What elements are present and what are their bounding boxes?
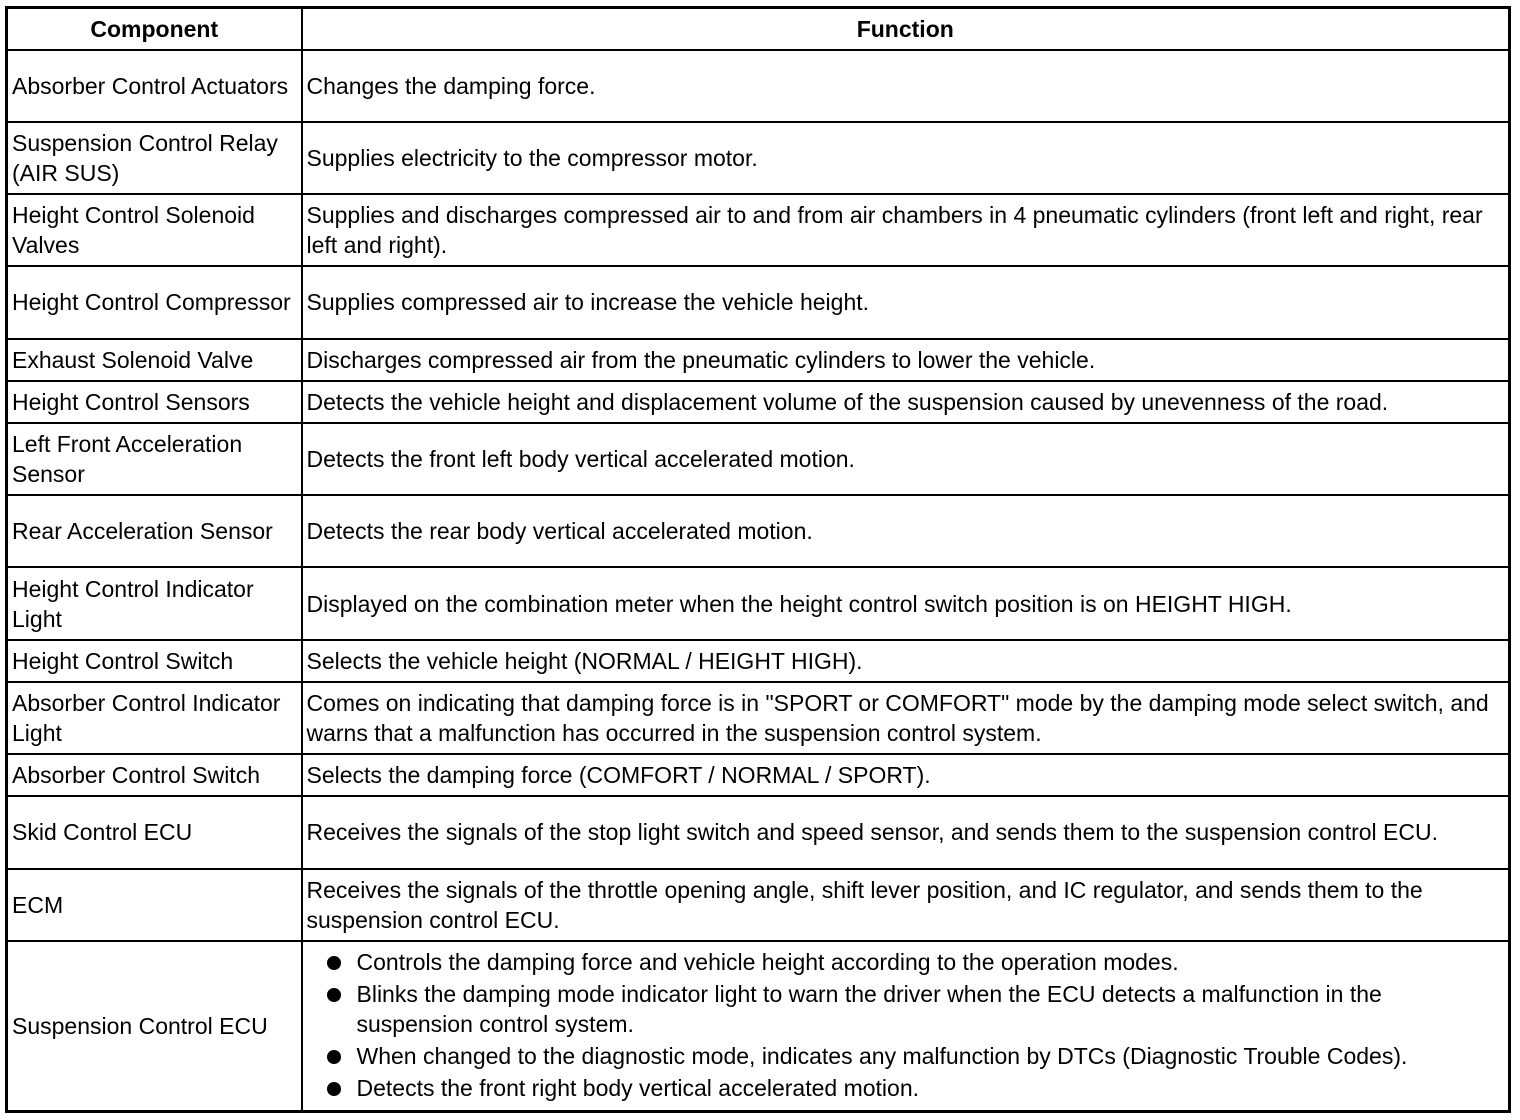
bullet-item: [307, 979, 1505, 1039]
header-function: Function: [302, 8, 1510, 50]
component-cell: Height Control Sensors: [7, 381, 302, 423]
bullet-item: [307, 947, 1505, 977]
function-cell: Supplies compressed air to increase the vehicle height.: [302, 266, 1510, 338]
table-row: [7, 50, 1510, 122]
function-cell: Receives the signals of the stop light switch and speed sensor, and sends them to the suspension control ECU.: [302, 796, 1510, 868]
table-row: [7, 682, 1510, 754]
function-cell: Selects the damping force (COMFORT / NORMAL / SPORT).: [302, 754, 1510, 796]
table-row: [7, 194, 1510, 266]
bullet-text: Blinks the damping mode indicator light to warn the driver when the ECU detects a malfunction in the suspension control system.: [356, 981, 1382, 1038]
table-row: [7, 869, 1510, 941]
function-cell: Detects the front left body vertical accelerated motion.: [302, 423, 1510, 495]
bullet-icon: [327, 1050, 341, 1064]
bullet-item: [307, 1073, 1505, 1103]
component-cell: Left Front Acceleration Sensor: [7, 423, 302, 495]
component-cell: Suspension Control ECU: [7, 941, 302, 1112]
function-cell: Changes the damping force.: [302, 50, 1510, 122]
function-cell: Detects the rear body vertical accelerated motion.: [302, 495, 1510, 567]
component-cell: Height Control Switch: [7, 640, 302, 682]
table-header-row: [7, 8, 1510, 50]
header-component: Component: [7, 8, 302, 50]
table-row: [7, 754, 1510, 796]
component-cell: Height Control Solenoid Valves: [7, 194, 302, 266]
table-row: [7, 796, 1510, 868]
component-cell: ECM: [7, 869, 302, 941]
bullet-list: [307, 947, 1505, 1103]
table-row: [7, 381, 1510, 423]
function-cell: [302, 941, 1510, 1112]
function-cell: Discharges compressed air from the pneumatic cylinders to lower the vehicle.: [302, 339, 1510, 381]
bullet-text: Detects the front right body vertical accelerated motion.: [356, 1075, 920, 1102]
component-cell: Suspension Control Relay (AIR SUS): [7, 122, 302, 194]
component-cell: Exhaust Solenoid Valve: [7, 339, 302, 381]
table-row: [7, 266, 1510, 338]
function-cell: Supplies electricity to the compressor motor.: [302, 122, 1510, 194]
bullet-text: Controls the damping force and vehicle height according to the operation modes.: [356, 949, 1179, 976]
table-row: [7, 495, 1510, 567]
component-cell: Absorber Control Switch: [7, 754, 302, 796]
component-function-table: [5, 6, 1511, 1113]
component-cell: Skid Control ECU: [7, 796, 302, 868]
component-cell: Absorber Control Actuators: [7, 50, 302, 122]
function-cell: Comes on indicating that damping force is in "SPORT or COMFORT" mode by the damping mode select switch, and warns that a malfunction has occurred in the suspension control system.: [302, 682, 1510, 754]
component-cell: Height Control Indicator Light: [7, 567, 302, 639]
function-cell: Detects the vehicle height and displacement volume of the suspension caused by unevenness of the road.: [302, 381, 1510, 423]
table-row: [7, 339, 1510, 381]
component-cell: Rear Acceleration Sensor: [7, 495, 302, 567]
bullet-icon: [327, 988, 341, 1002]
table-row: [7, 567, 1510, 639]
component-cell: Height Control Compressor: [7, 266, 302, 338]
table-row: [7, 941, 1510, 1112]
function-cell: Displayed on the combination meter when the height control switch position is on HEIGHT HIGH.: [302, 567, 1510, 639]
component-cell: Absorber Control Indicator Light: [7, 682, 302, 754]
table-row: [7, 423, 1510, 495]
function-cell: Selects the vehicle height (NORMAL / HEIGHT HIGH).: [302, 640, 1510, 682]
bullet-icon: [327, 956, 341, 970]
table-row: [7, 640, 1510, 682]
bullet-text: When changed to the diagnostic mode, indicates any malfunction by DTCs (Diagnostic Trouble Codes).: [356, 1043, 1408, 1070]
function-cell: Receives the signals of the throttle opening angle, shift lever position, and IC regulator, and sends them to the suspension control ECU.: [302, 869, 1510, 941]
table-row: [7, 122, 1510, 194]
bullet-icon: [327, 1082, 341, 1096]
function-cell: Supplies and discharges compressed air to and from air chambers in 4 pneumatic cylinders (front left and right, rear left and right).: [302, 194, 1510, 266]
bullet-item: [307, 1041, 1505, 1071]
